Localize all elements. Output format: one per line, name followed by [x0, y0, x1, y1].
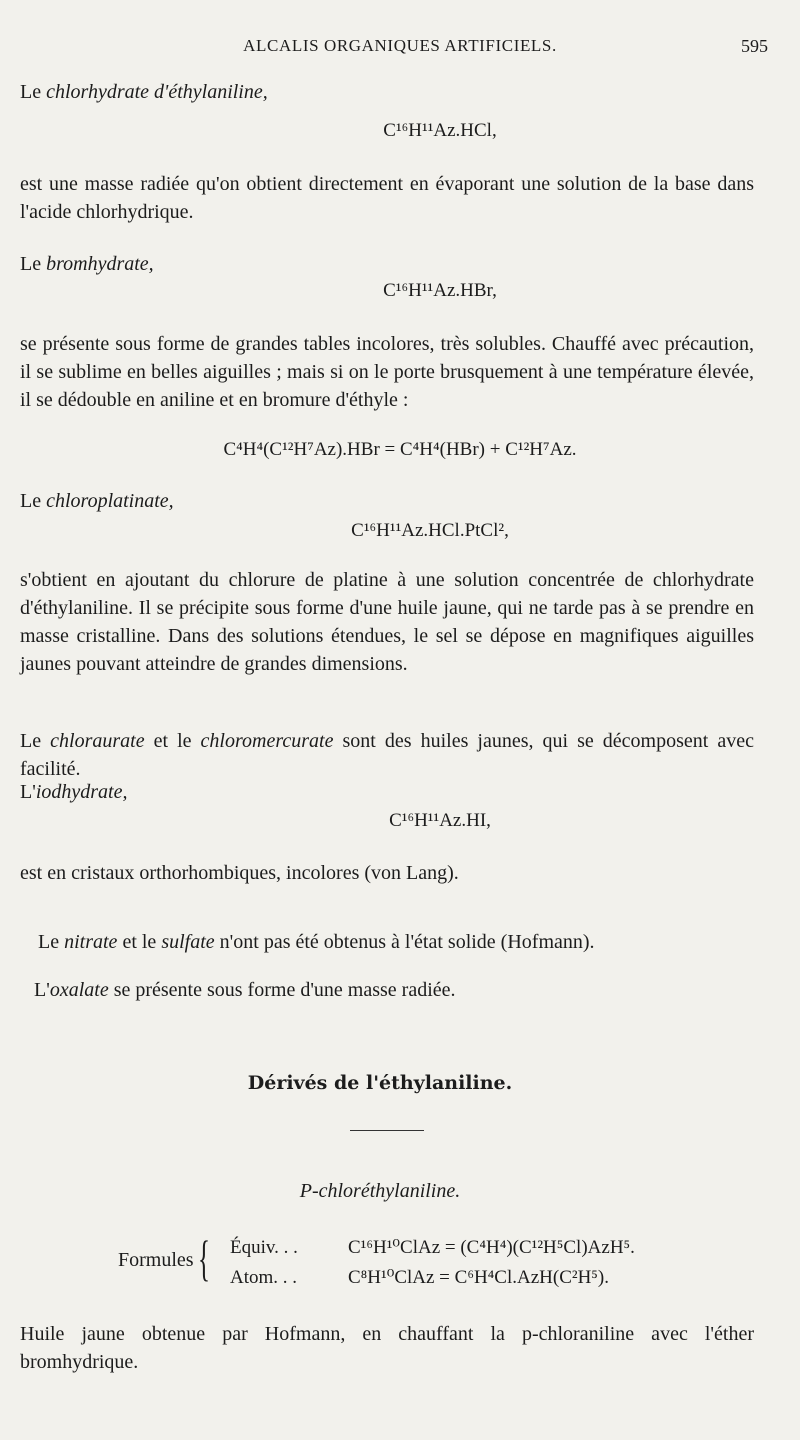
compound-name: chlorhydrate d'éthylaniline, [46, 81, 268, 103]
paragraph-iodhydrate: est en cristaux orthorhombiques, incolores (von Lang). [20, 862, 459, 884]
formula-bromhydrate: C¹⁶H¹¹Az.HBr, [383, 280, 497, 301]
compound-subheading: P-chloréthylaniline. [299, 1180, 461, 1202]
formula-chlorhydrate: C¹⁶H¹¹Az.HCl, [383, 120, 497, 141]
paragraph-p-chlorethylaniline: Huile jaune obtenue par Hofmann, en chauffant la p-chloraniline avec l'éther bromhydrique. [20, 1323, 754, 1373]
paragraph-chlorhydrate-intro [20, 78, 754, 106]
formula-row-equiv [230, 1236, 635, 1259]
formula-iodhydrate: C¹⁶H¹¹Az.HI, [389, 810, 491, 831]
paragraph-chloroplatinate: s'obtient en ajoutant du chlorure de platine à une solution concentrée de chlorhydrate d'éthylaniline. Il se précipite sous forme d'une huile jaune, qui ne tarde pas à se prendre en masse cristalline. Dans des solutions étendues, le sel se dépose en magnifiques aiguilles jaunes pouvant atteindre de grandes dimensions. [20, 569, 754, 675]
paragraph-chloroplatinate-intro [20, 487, 754, 515]
paragraph-iodhydrate-intro [20, 778, 754, 806]
formula-row-atom [230, 1266, 609, 1289]
header-title: ALCALIS ORGANIQUES ARTIFICIELS. [243, 36, 557, 55]
formula-row-value: C⁸H¹⁰ClAz = C⁶H⁴Cl.AzH(C²H⁵). [348, 1267, 609, 1288]
compound-name: oxalate [49, 979, 109, 1001]
formula-row-label: Équiv. . . [230, 1237, 298, 1258]
page-number: 595 [741, 36, 768, 56]
paragraph-oxalate [34, 976, 754, 1004]
formula-row-label: Atom. . . [230, 1267, 298, 1288]
paragraph-chlorhydrate: est une masse radiée qu'on obtient directement en évaporant une solution de la base dans l'acide chlorhydrique. [20, 173, 754, 223]
compound-name: chloraurate [50, 730, 145, 752]
paragraph-nitrate-sulfate [38, 928, 754, 956]
compound-name: bromhydrate, [46, 253, 154, 275]
formula-chloroplatinate: C¹⁶H¹¹Az.HCl.PtCl², [351, 520, 509, 541]
brace-icon: { [198, 1230, 210, 1286]
lead-text: Le [20, 490, 47, 512]
running-header [0, 36, 800, 60]
section-heading: Dérivés de l'éthylaniline. [247, 1072, 513, 1094]
formula-decomposition: C⁴H⁴(C¹²H⁷Az).HBr = C⁴H⁴(HBr) + C¹²H⁷Az. [223, 439, 577, 460]
lead-text: Le [20, 253, 47, 275]
compound-name: iodhydrate, [35, 781, 128, 803]
text-run: n'ont pas été obtenus à l'état solide (Hofmann). [214, 931, 595, 953]
compound-name: nitrate [64, 931, 118, 953]
text-run: se présente sous forme d'une masse radiée. [108, 979, 456, 1001]
text-run: L' [34, 979, 50, 1001]
text-run: Le [38, 931, 65, 953]
text-run: et le [144, 730, 201, 752]
formules-label: Formules [118, 1249, 194, 1271]
compound-name: sulfate [161, 931, 215, 953]
compound-name: chloroplatinate, [46, 490, 174, 512]
formula-row-value: C¹⁶H¹⁰ClAz = (C⁴H⁴)(C¹²H⁵Cl)AzH⁵. [348, 1237, 635, 1258]
text-run: et le [117, 931, 162, 953]
paragraph-bromhydrate: se présente sous forme de grandes tables incolores, très solubles. Chauffé avec précaution, il se sublime en belles aiguilles ; mais si on le porte brusquement à une température élevée, il se dédouble en aniline et en bromure d'éthyle : [20, 333, 754, 411]
paragraph-bromhydrate-intro [20, 250, 754, 278]
text-run: Le [20, 730, 51, 752]
text-run: sont des huiles jaunes, qui se décomposent avec facilité. [20, 730, 754, 780]
section-rule [350, 1130, 424, 1131]
lead-text: Le [20, 81, 47, 103]
compound-name: chloromercurate [200, 730, 334, 752]
lead-text: L' [20, 781, 36, 803]
paragraph-chloraurate [20, 727, 754, 783]
